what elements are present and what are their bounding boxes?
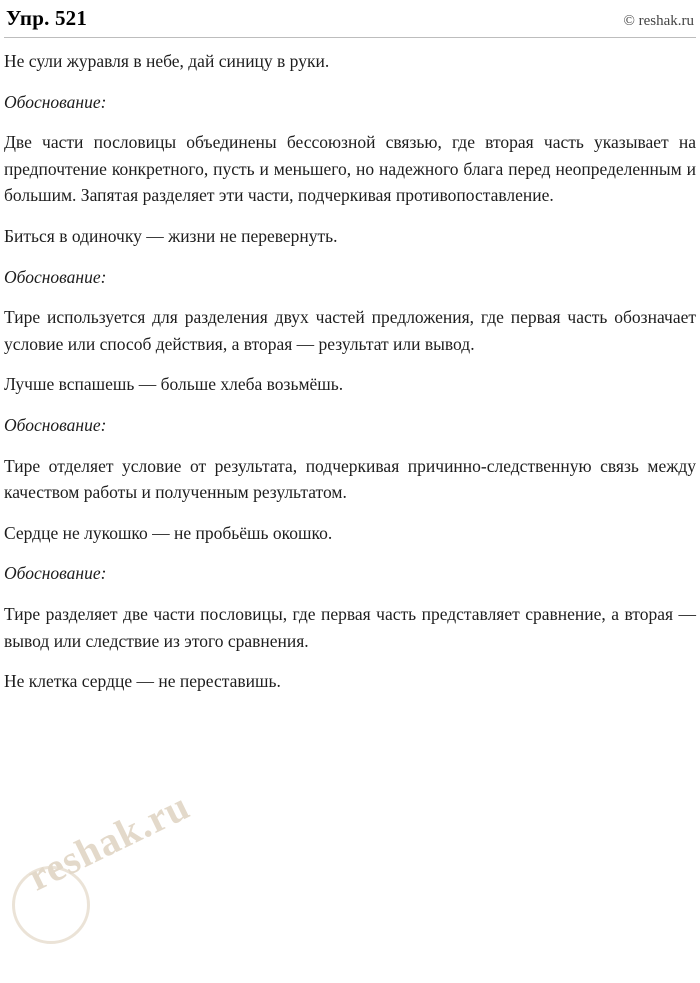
sentence-text: Биться в одиночку — жизни не перевернуть. xyxy=(4,225,338,246)
justification-label: Обоснование: xyxy=(4,563,107,584)
watermark-text: reshak.ru xyxy=(20,782,197,900)
sentence-text: Не клетка сердце — не переставишь. xyxy=(4,671,281,692)
page-header xyxy=(4,6,696,37)
header-divider xyxy=(4,37,696,38)
justification-label: Обоснование: xyxy=(4,91,107,112)
justification-label: Обоснование: xyxy=(4,266,107,287)
sentence-text: Не сули журавля в небе, дай синицу в руки. xyxy=(4,51,330,71)
sentence-text: Лучше вспашешь — больше хлеба возьмёшь. xyxy=(4,374,344,395)
copyright-notice: © reshak.ru xyxy=(623,13,694,29)
justification-text: Тире отделяет условие от результата, подчеркивая причинно-следственную связь между качеством работы и полученным результатом. xyxy=(4,455,696,503)
exercise-title: Упр. 521 xyxy=(6,6,88,30)
justification-text: Тире используется для разделения двух частей предложения, где первая часть обозначает условие или способ действия, а вторая — результат или вывод. xyxy=(4,307,696,354)
sentence-text: Сердце не лукошко — не пробьёшь окошко. xyxy=(4,522,333,543)
watermark xyxy=(6,782,197,953)
watermark-circle-icon xyxy=(12,866,90,944)
justification-label: Обоснование: xyxy=(4,414,107,435)
exercise-content xyxy=(4,48,696,695)
justification-text: Две части пословицы объединены бессоюзной связью, где вторая часть указывает на предпочтение конкретного, пусть и меньшего, но надежного блага перед неопределенным и большим. Запятая разделяет эти части, подчеркивая противопоставление. xyxy=(4,132,696,206)
justification-text: Тире разделяет две части пословицы, где первая часть представляет сравнение, а вторая — вывод или следствие из этого сравнения. xyxy=(4,603,696,651)
